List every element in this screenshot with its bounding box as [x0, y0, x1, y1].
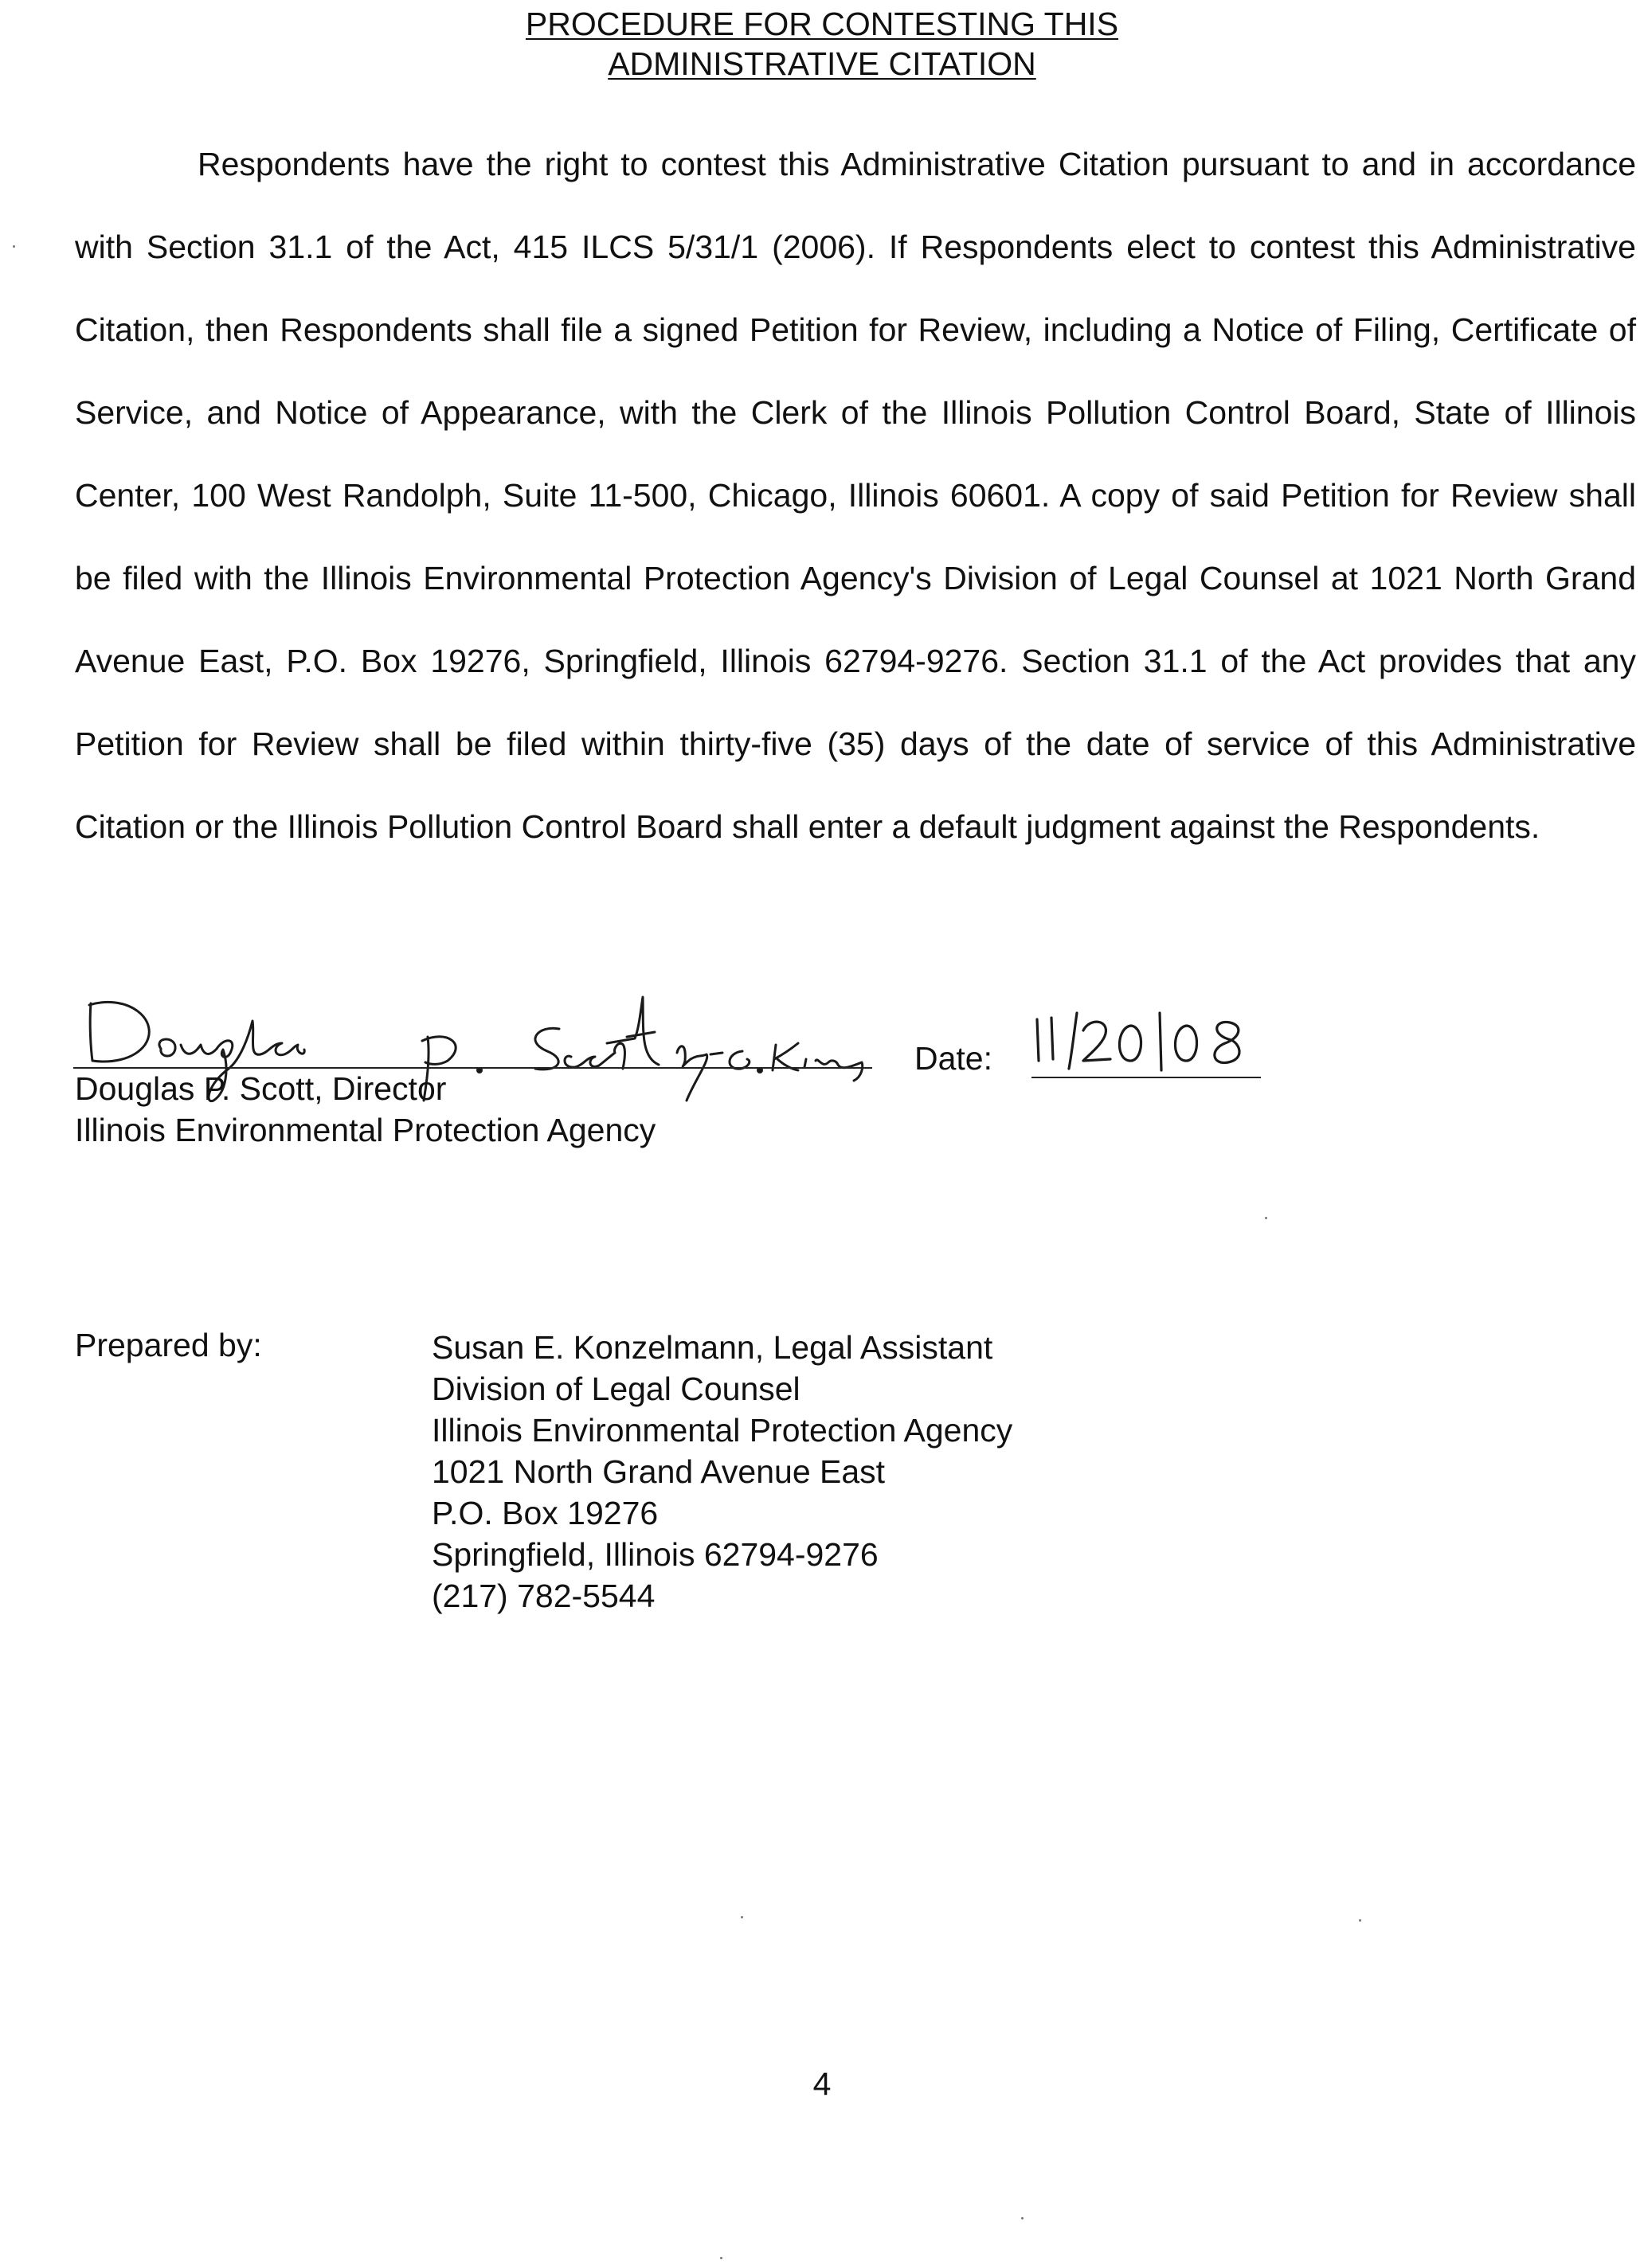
scan-speck	[720, 2257, 722, 2259]
page-title-line-2: ADMINISTRATIVE CITATION	[608, 45, 1036, 82]
scan-speck	[1021, 2217, 1024, 2219]
prepared-by-line: (217) 782-5544	[432, 1578, 656, 1614]
prepared-by-line: Susan E. Konzelmann, Legal Assistant	[432, 1329, 993, 1366]
scan-speck	[13, 245, 15, 248]
prepared-by-label: Prepared by:	[75, 1327, 262, 1363]
scan-speck	[741, 1916, 743, 1918]
date-label: Date:	[914, 1040, 992, 1077]
prepared-by-line: Division of Legal Counsel	[432, 1371, 800, 1407]
prepared-by-line: Springfield, Illinois 62794-9276	[432, 1536, 879, 1573]
signer-agency: Illinois Environmental Protection Agency	[75, 1112, 656, 1148]
scan-speck	[1265, 1217, 1267, 1219]
page-title-line-1: PROCEDURE FOR CONTESTING THIS	[525, 6, 1119, 42]
page-number: 4	[812, 2066, 832, 2102]
date-line	[1031, 1077, 1261, 1078]
body-paragraph: Respondents have the right to contest this Administrative Citation pursuant to and in accordance with Section 31.1 of the Act, 415 ILCS 5/31/1 (2006). If Respondents elect to contest this Administrative Citation, then Respondents shall file a signed Petition for Review, including a Notice of Filing, Certificate of Service, and Notice of Appearance, with the Clerk of the Illinois Pollution Control Board, State of Illinois Center, 100 West Randolph, Suite 11-500, Chicago, Illinois 60601. A copy of said Petition for Review shall be filed with the Illinois Environmental Protection Agency's Division of Legal Counsel at 1021 North Grand Avenue East, P.O. Box 19276, Springfield, Illinois 62794-9276. Section 31.1 of the Act provides that any Petition for Review shall be filed within thirty-five (35) days of the date of service of this Administrative Citation or the Illinois Pollution Control Board shall enter a default judgment against the Respondents.	[75, 146, 1636, 845]
prepared-by-line: 1021 North Grand Avenue East	[432, 1453, 886, 1490]
prepared-by-line: P.O. Box 19276	[432, 1495, 659, 1531]
handwritten-date	[1028, 995, 1282, 1075]
signer-name-title: Douglas P. Scott, Director	[75, 1070, 447, 1107]
scan-speck	[1359, 1919, 1361, 1922]
prepared-by-line: Illinois Environmental Protection Agency	[432, 1412, 1013, 1449]
prepared-by-block	[432, 1327, 1012, 1617]
